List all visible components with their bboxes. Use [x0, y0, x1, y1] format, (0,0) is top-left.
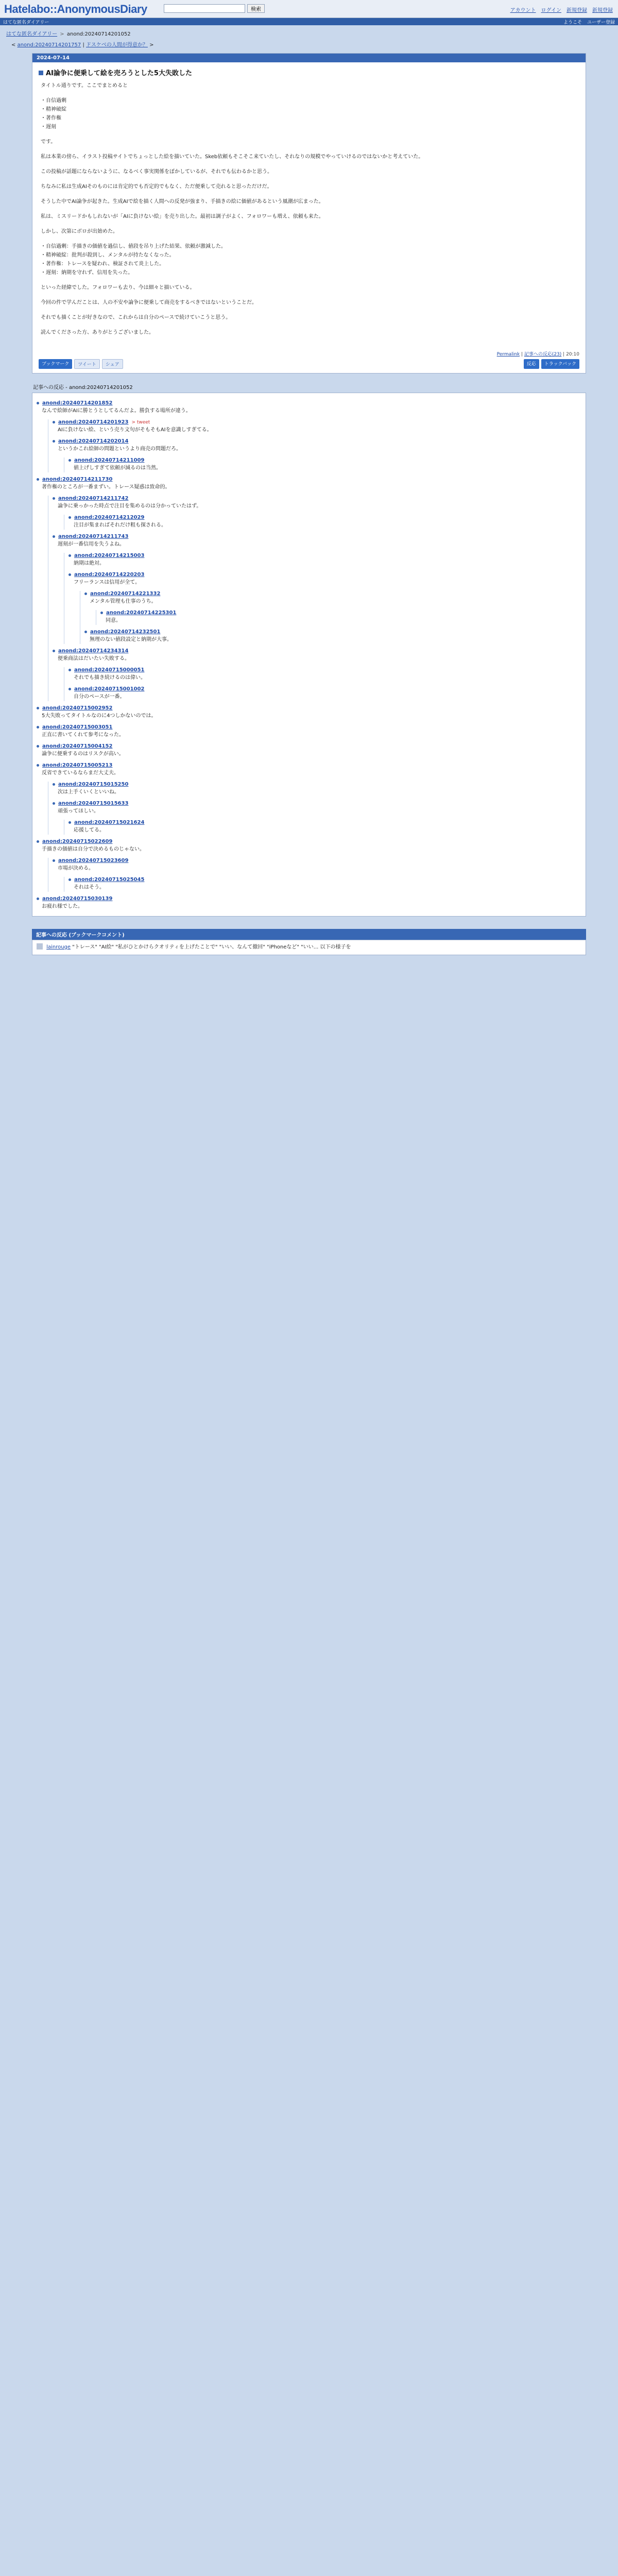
permalink[interactable]: Permalink	[496, 352, 520, 357]
comment-header	[53, 782, 581, 787]
comment	[68, 457, 581, 472]
comment-body: というかこれ絵師の問題というより商売の問題だろ。	[58, 446, 181, 452]
comment	[37, 724, 581, 739]
comment-replies	[64, 667, 581, 701]
comment	[37, 400, 581, 472]
bullet-icon	[53, 650, 55, 652]
header-links	[510, 6, 613, 13]
comment	[53, 534, 581, 644]
entry-paragraph: といった経緯でした。フォロワーも去り、今は細々と描いている。	[41, 285, 195, 291]
entry-time: 20:10	[566, 352, 579, 357]
comment	[100, 610, 581, 625]
comment-id-link[interactable]: anond:20240715030139	[42, 896, 113, 902]
comment-header	[53, 438, 581, 444]
breadcrumb-current: anond:20240714201052	[66, 31, 131, 37]
comment-replies	[80, 591, 581, 644]
comment-header	[68, 572, 581, 578]
comment-header	[37, 762, 581, 768]
register-link[interactable]: 新規登録	[566, 8, 587, 13]
bullet-icon	[53, 535, 55, 538]
comment	[68, 553, 581, 568]
bullet-icon	[84, 631, 87, 633]
entry-paragraph: ・自信過剰 ・精神破綻 ・著作権 ・遅刻	[41, 98, 66, 130]
comment-header	[53, 419, 581, 425]
comment-body: 納期は絶対。	[74, 561, 105, 566]
comment-id-link[interactable]: anond:20240715021624	[74, 820, 145, 825]
comment-id-link[interactable]: anond:20240715022609	[42, 839, 113, 844]
comment-replies	[96, 610, 581, 625]
trackback-body	[32, 940, 586, 955]
bookmark-button[interactable]: ブックマーク	[39, 359, 72, 369]
trackback-button[interactable]: トラックバック	[541, 359, 579, 369]
comment	[68, 686, 581, 701]
comment-header	[68, 820, 581, 825]
comment	[53, 782, 581, 796]
entry-paragraph: ・自信過剰：手描きの価値を過信し、値段を吊り上げた結果、依頼が激減した。 ・精神破綻：批判が殺到し、メンタルが持たなくなった。 ・著作権：トレースを疑われ、検証されて炎上した。 ・遅刻：納期を守れず、信用を失った。	[41, 244, 226, 276]
search-area	[164, 4, 265, 13]
comment-header	[37, 477, 581, 482]
comment-body: 反省できているならまだ大丈夫。	[42, 770, 119, 776]
comment-header	[68, 686, 581, 692]
bullet-icon	[68, 573, 71, 576]
comment-header	[68, 667, 581, 673]
comment-id-link[interactable]: anond:20240715004152	[42, 743, 113, 749]
bullet-icon	[68, 516, 71, 519]
comment-body: 著作権のところが一番まずい。トレース疑惑は致命的。	[42, 484, 170, 490]
comment	[53, 801, 581, 835]
bullet-icon	[53, 440, 55, 443]
comment-body: 市場が決める。	[58, 866, 94, 871]
comment-header	[100, 610, 581, 616]
comment-body: 論争に便乗するのはリスクが高い。	[42, 751, 124, 757]
comment-id-link[interactable]: anond:20240714232501	[90, 629, 161, 635]
bullet-icon	[37, 764, 39, 767]
comment-id-link[interactable]: anond:20240715015250	[58, 782, 129, 787]
share-row	[32, 359, 586, 373]
comment-header	[68, 553, 581, 558]
comment-body: 頑張ってほしい。	[58, 808, 99, 814]
comment-id-link[interactable]: anond:20240714201852	[42, 400, 113, 406]
bullet-icon	[53, 802, 55, 805]
bullet-icon	[68, 669, 71, 671]
comment	[37, 477, 581, 701]
comment-header	[53, 648, 581, 654]
comment-body: 論争に乗っかった時点で注目を集めるのは分かっていたはず。	[58, 503, 202, 509]
user-register-link[interactable]: ユーザー登録	[587, 20, 615, 25]
bullet-icon	[68, 554, 71, 557]
comment-id-link[interactable]: anond:20240715000051	[74, 667, 145, 673]
comment-replies	[64, 553, 581, 644]
comment	[84, 629, 581, 644]
comment-body: 次は上手くいくといいね。	[58, 789, 119, 795]
bullet-icon	[37, 402, 39, 404]
comment-body: フリーランスは信用が全て。	[74, 580, 141, 585]
comment-body: 5大失敗ってタイトルなのに4つしかないのでは。	[42, 713, 157, 719]
entry-title-text: AI論争に便乗して絵を売ろうとした5大失敗した	[46, 70, 192, 77]
comment-body: 便乗商法はだいたい失敗する。	[58, 656, 130, 662]
comment-replies	[48, 782, 581, 835]
comment-id-link[interactable]: anond:20240714211730	[42, 477, 113, 482]
comment	[37, 705, 581, 720]
site-header	[0, 0, 618, 18]
comments-heading: 記事への反応 - anond:20240714201052	[33, 385, 133, 391]
comment-body: 応援してる。	[74, 827, 105, 833]
trackback-text: "トレース" "AI絵" "私がひとかけらクオリティを上げたことで" "いい、なんて撤回" "iPhoneなど" "いい... 以下の様子を	[72, 944, 351, 950]
welcome-text[interactable]: ようこそ	[563, 20, 582, 25]
entry-body	[32, 81, 586, 348]
comment	[37, 839, 581, 892]
comment	[37, 762, 581, 835]
comment	[84, 591, 581, 625]
share-button[interactable]: シェア	[102, 359, 123, 369]
entry-paragraph: 私は本業の傍ら、イラスト投稿サイトでちょっとした絵を描いていた。Skeb依頼もそこそこ来ていたし、それなりの規模でやっていけるのではないかと考えていた。	[41, 154, 424, 160]
entry-paragraph: ちなみに私は生成AIそのものには肯定的でも否定的でもなく、ただ便乗して売れると思っただけだ。	[41, 184, 272, 190]
comments-tree	[32, 393, 586, 917]
entry-navigation: < anond:20240714201757 | ドスケベの人間が得意か？ >	[11, 42, 154, 48]
entry-paragraph: そうした中でAI論争が起きた。生成AIで絵を描く人間への反発が強まり、手描きの絵に価値があるという風潮が広まった。	[41, 199, 324, 205]
entry-date: 2024-07-14	[32, 54, 586, 62]
comment-body: なんで絵師がAIに勝とうとしてるんだよ。勝負する場所が違う。	[42, 408, 191, 414]
bullet-icon	[37, 707, 39, 709]
comment-body: それはそう。	[74, 885, 105, 890]
bullet-icon	[100, 612, 103, 614]
comment-id-link[interactable]: anond:20240714202014	[58, 438, 129, 444]
comment-header	[84, 629, 581, 635]
comment-body: 注目が集まればそれだけ粗も探される。	[74, 522, 166, 528]
bullet-icon	[53, 421, 55, 423]
subbar-home-link[interactable]: はてな匿名ダイアリー	[3, 20, 49, 25]
comment-id-link[interactable]: anond:20240715003051	[42, 724, 113, 730]
comment-header	[68, 515, 581, 520]
share-left	[39, 359, 123, 369]
comment-replies	[48, 858, 581, 892]
responses-link[interactable]: 記事への反応(23)	[524, 352, 562, 357]
comment-id-link[interactable]: anond:20240714221332	[90, 591, 161, 597]
search-input[interactable]	[164, 4, 245, 13]
tweet-button[interactable]: ツイート	[74, 359, 100, 369]
bullet-icon	[37, 726, 39, 728]
comment-body: それでも描き続けるのは偉い。	[74, 675, 146, 681]
bullet-icon	[84, 592, 87, 595]
bullet-icon	[37, 745, 39, 748]
comment-body: 値上げしすぎて依頼が減るのは当然。	[74, 465, 161, 471]
bullet-icon	[68, 821, 71, 824]
title-marker-icon	[39, 71, 43, 75]
share-right	[524, 359, 579, 369]
entry-paragraph: 今回の件で学んだことは、人の不安や論争に便乗して商売をするべきではないということだ。	[41, 300, 257, 306]
comment-replies	[64, 515, 581, 530]
comment-header	[53, 801, 581, 806]
comment-body: 遅刻が一番信用を失うよね。	[58, 541, 125, 547]
user-avatar	[37, 943, 43, 950]
response-button[interactable]: 反応	[524, 359, 539, 369]
trackback-user[interactable]: lainrouge	[46, 944, 71, 950]
comment-replies	[64, 877, 581, 892]
bullet-icon	[37, 840, 39, 843]
comment-id-link[interactable]: anond:20240715023609	[58, 858, 129, 863]
bullet-icon	[53, 859, 55, 862]
comment-replies	[64, 457, 581, 472]
comment-tag: > tweet	[131, 419, 150, 425]
bullet-icon	[68, 688, 71, 690]
entry-paragraph: この投稿が話題にならないように、なるべく事実関係をぼかしているが、それでも伝わるかと思う。	[41, 169, 272, 175]
breadcrumb-root[interactable]: はてな匿名ダイアリー	[6, 31, 58, 37]
bullet-icon	[68, 878, 71, 881]
comment-body: 手描きの価値は自分で決めるものじゃない。	[42, 846, 145, 852]
comment-body: 正直に書いてくれて参考になった。	[42, 732, 124, 738]
comment-header	[37, 839, 581, 844]
comment	[68, 667, 581, 682]
register-link-2[interactable]: 新規登録	[592, 8, 613, 13]
comment-id-link[interactable]: anond:20240715005213	[42, 762, 113, 768]
site-logo[interactable]: Hatelabo::AnonymousDiary	[4, 3, 147, 15]
comment-replies	[64, 820, 581, 835]
comment-id-link[interactable]: anond:20240715002952	[42, 705, 113, 711]
entry-paragraph: タイトル通りです。ここでまとめると	[41, 83, 128, 89]
comment-body: 無理のない値段設定と納期が大事。	[90, 637, 172, 642]
trackback-heading: 記事への反応 (ブックマークコメント)	[32, 929, 586, 940]
comment-header	[37, 743, 581, 749]
comment-header	[53, 858, 581, 863]
comment	[37, 896, 581, 911]
comment-header	[53, 534, 581, 539]
comment-header	[68, 457, 581, 463]
account-link[interactable]: アカウント	[510, 8, 536, 13]
bullet-icon	[53, 783, 55, 786]
entry-paragraph: しかし、次第にボロが出始めた。	[41, 229, 118, 234]
comment-id-link[interactable]: anond:20240715001002	[74, 686, 145, 692]
comment-body: AIに負けない絵、という売り文句がそもそもAIを意識しすぎてる。	[58, 427, 212, 433]
comment	[53, 496, 581, 530]
comment	[37, 743, 581, 758]
comment-body: お疲れ様でした。	[42, 904, 83, 909]
comment-header	[37, 705, 581, 711]
comment-header	[37, 400, 581, 406]
comment-id-link[interactable]: anond:20240714211009	[74, 457, 145, 463]
comment	[68, 515, 581, 530]
comment	[68, 820, 581, 835]
comment-id-link[interactable]: anond:20240714211742	[58, 496, 129, 501]
bullet-icon	[53, 497, 55, 500]
comment-id-link[interactable]: anond:20240714234314	[58, 648, 129, 654]
comment	[53, 858, 581, 892]
comment-id-link[interactable]: anond:20240714201923	[58, 419, 129, 425]
breadcrumb	[0, 25, 618, 38]
search-button[interactable]: 検索	[247, 4, 265, 13]
comment	[53, 419, 581, 434]
comment-header	[37, 724, 581, 730]
comment-replies	[48, 496, 581, 701]
entry-footer: Permalink | 記事への反応(23) | 20:10	[496, 352, 579, 357]
next-entry-link[interactable]: ドスケベの人間が得意か？	[86, 42, 148, 48]
comment-id-link[interactable]: anond:20240714225301	[106, 610, 177, 616]
comment-id-link[interactable]: anond:20240715015633	[58, 801, 129, 806]
entry-paragraph: です。	[41, 139, 56, 145]
comment-header	[68, 877, 581, 883]
comment-id-link[interactable]: anond:20240714215003	[74, 553, 145, 558]
diary-entry	[32, 53, 586, 374]
entry-title	[32, 62, 586, 81]
comment-id-link[interactable]: anond:20240714211743	[58, 534, 129, 539]
comment-body: メンタル管理も仕事のうち。	[90, 599, 157, 604]
comment-header	[84, 591, 581, 597]
comment-replies	[48, 419, 581, 472]
prev-entry-link[interactable]: anond:20240714201757	[17, 42, 81, 48]
entry-paragraph: 私は、ミスリードかもしれないが「AIに負けない絵」を売り出した。最初は調子がよく、フォロワーも増え、依頼も来た。	[41, 214, 324, 219]
comment-header	[37, 896, 581, 902]
bullet-icon	[37, 897, 39, 900]
login-link[interactable]: ログイン	[541, 8, 561, 13]
comment	[68, 572, 581, 644]
subbar-right	[563, 19, 615, 25]
comment-id-link[interactable]: anond:20240715025045	[74, 877, 145, 883]
comment-id-link[interactable]: anond:20240714212029	[74, 515, 145, 520]
bullet-icon	[37, 478, 39, 481]
comment-header	[53, 496, 581, 501]
comment-body: 自分のペースが一番。	[74, 694, 125, 700]
bullet-icon	[68, 459, 71, 462]
sub-navigation-bar	[0, 18, 618, 25]
breadcrumb-separator: >	[60, 31, 64, 37]
comment-id-link[interactable]: anond:20240714220203	[74, 572, 145, 578]
comment	[53, 648, 581, 701]
entry-paragraph: 読んでくださった方、ありがとうございました。	[41, 330, 154, 335]
comment	[53, 438, 581, 472]
entry-paragraph: それでも描くことが好きなので、これからは自分のペースで続けていこうと思う。	[41, 315, 231, 320]
comment-body: 同意。	[106, 618, 121, 623]
comment	[68, 877, 581, 892]
